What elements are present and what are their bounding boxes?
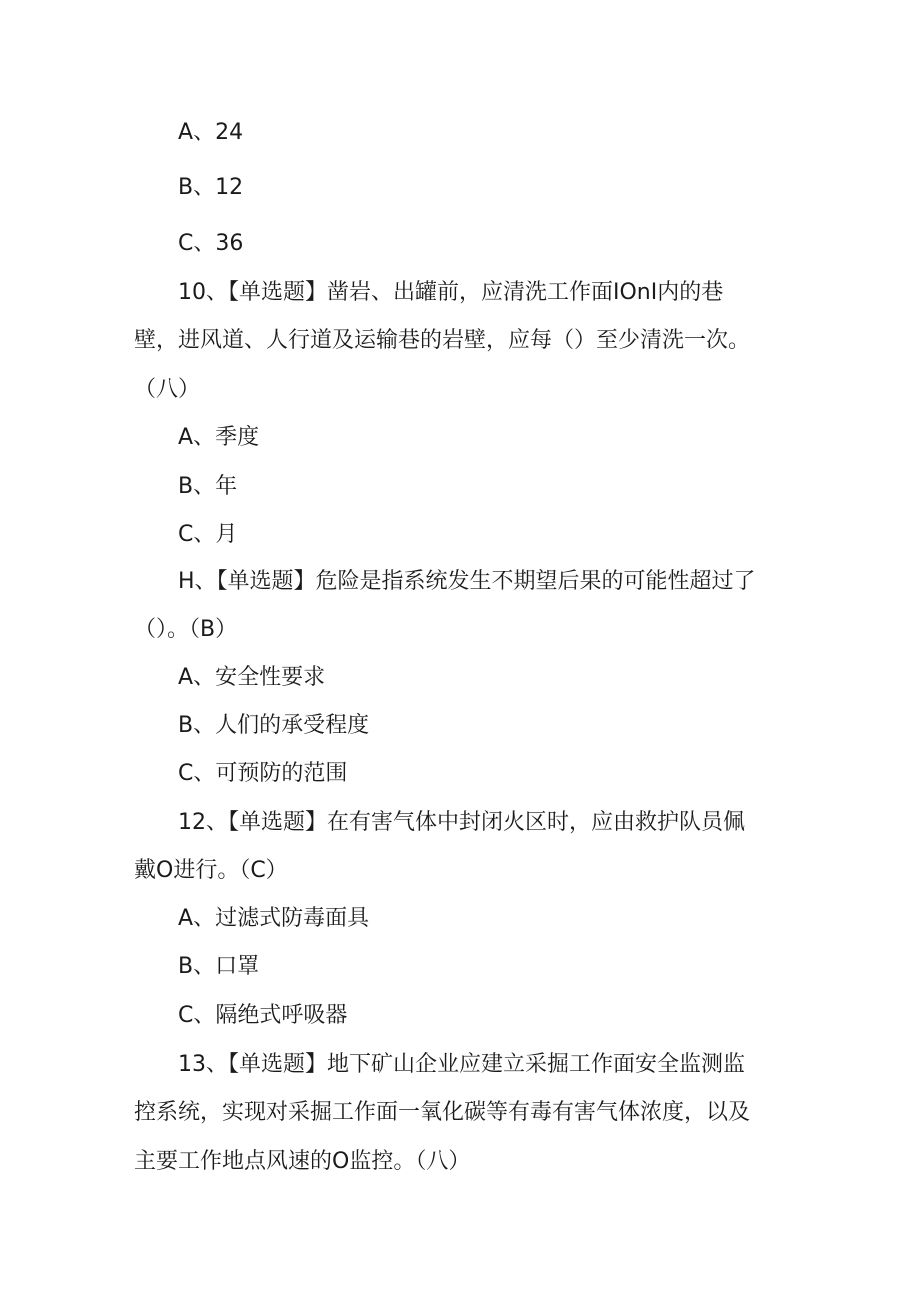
option-text: 12 [215, 175, 244, 200]
option-text: 过滤式防毒面具 [215, 906, 370, 931]
option-separator: 、 [193, 474, 216, 499]
question-13-line-1: 13、【单选题】地下矿山企业应建立采掘工作面安全监测监 [178, 1052, 745, 1077]
question-11-line-2: （）。（B） [134, 617, 238, 642]
option-separator: 、 [193, 954, 216, 979]
option-letter: B [178, 954, 194, 979]
question-13-line-3: 主要工作地点风速的O监控。（八） [134, 1149, 471, 1174]
option-letter: C [178, 761, 194, 786]
option-text: 口罩 [215, 954, 260, 979]
question-10-line-3: （八） [134, 377, 201, 402]
option-separator: 、 [193, 175, 216, 200]
option-letter: B [178, 474, 194, 499]
option-c [178, 521, 237, 549]
option-text: 安全性要求 [215, 665, 326, 690]
question-12-line-2: 戴O进行。（C） [134, 858, 288, 883]
option-letter: B [178, 175, 194, 200]
option-letter: A [178, 120, 194, 145]
option-separator: 、 [193, 120, 216, 145]
option-letter: A [178, 906, 194, 931]
option-a [178, 119, 243, 147]
option-separator: 、 [193, 665, 216, 690]
option-b [178, 473, 237, 501]
question-13-line-2: 控系统，实现对采掘工作面一氧化碳等有毒有害气体浓度，以及 [134, 1100, 751, 1125]
option-text: 季度 [215, 425, 260, 450]
option-b [178, 953, 259, 981]
option-letter: B [178, 713, 194, 738]
option-separator: 、 [193, 231, 216, 256]
option-letter: C [178, 522, 194, 547]
option-a [178, 664, 325, 692]
question-11-line-1: H、【单选题】危险是指系统发生不期望后果的可能性超过了 [178, 569, 756, 594]
option-text: 年 [215, 474, 238, 499]
option-c [178, 230, 243, 258]
option-b [178, 174, 243, 202]
option-text: 36 [215, 231, 244, 256]
option-text: 可预防的范围 [215, 761, 348, 786]
option-separator: 、 [193, 713, 216, 738]
option-c [178, 1002, 347, 1030]
question-10-line-2: 壁，进风道、人行道及运输巷的岩壁，应每（）至少清洗一次。 [134, 328, 751, 353]
option-separator: 、 [193, 425, 216, 450]
option-text: 月 [215, 522, 238, 547]
option-separator: 、 [193, 906, 216, 931]
option-letter: C [178, 1003, 194, 1028]
option-text: 隔绝式呼吸器 [215, 1003, 348, 1028]
option-letter: C [178, 231, 194, 256]
option-a [178, 905, 369, 933]
option-text: 人们的承受程度 [215, 713, 370, 738]
option-b [178, 712, 369, 740]
option-separator: 、 [193, 1003, 216, 1028]
option-separator: 、 [193, 522, 216, 547]
question-10-line-1: 10、【单选题】凿岩、出罐前，应清洗工作面IOnI内的巷 [178, 280, 724, 305]
option-text: 24 [215, 120, 244, 145]
option-c [178, 760, 347, 788]
option-separator: 、 [193, 761, 216, 786]
option-a [178, 424, 259, 452]
option-letter: A [178, 665, 194, 690]
question-12-line-1: 12、【单选题】在有害气体中封闭火区时，应由救护队员佩 [178, 810, 745, 835]
option-letter: A [178, 425, 194, 450]
